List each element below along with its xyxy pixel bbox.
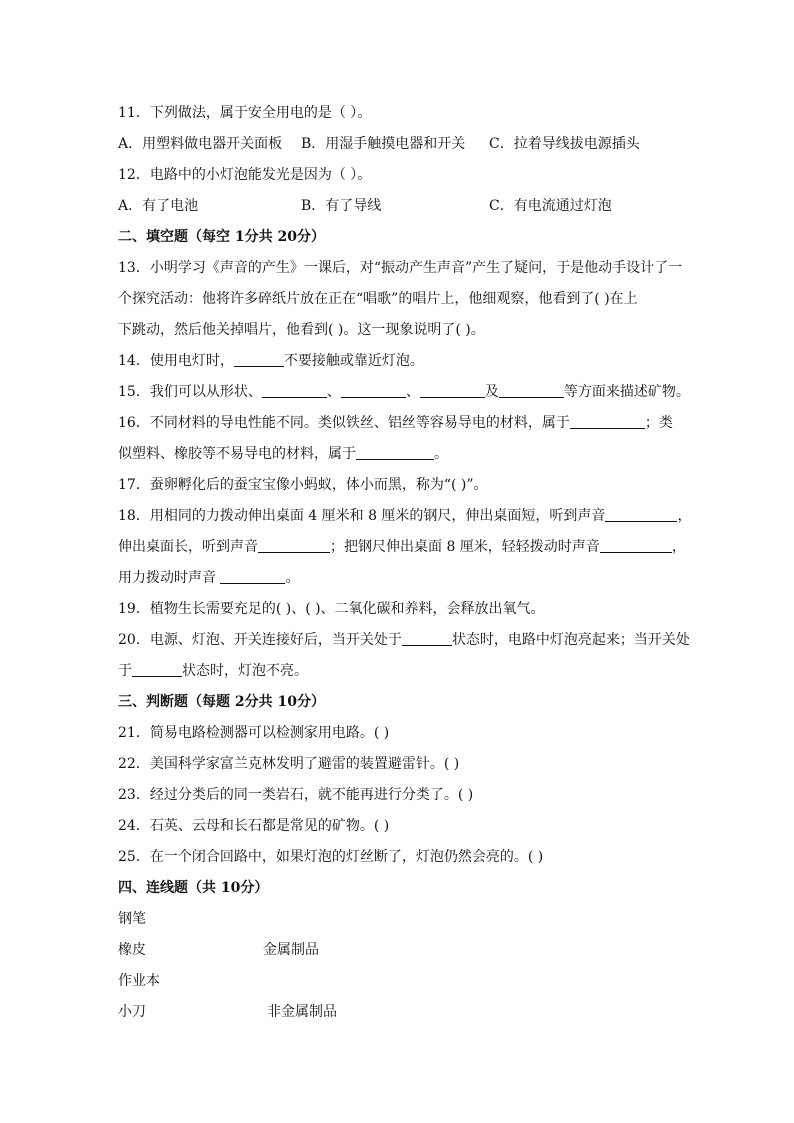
answer-blank[interactable] bbox=[420, 383, 485, 398]
answer-blank[interactable] bbox=[356, 445, 434, 460]
matching-row-1 bbox=[118, 904, 688, 935]
matching-row-4 bbox=[118, 997, 688, 1028]
match-right-item[interactable]: 金属制品 bbox=[263, 942, 319, 958]
separator: 、 bbox=[326, 384, 341, 400]
question-16-text: 16．不同材料的导电性能不同。类似铁丝、铝丝等容易导电的材料，属于 bbox=[118, 415, 570, 431]
match-left-item[interactable]: 小刀 bbox=[118, 1004, 146, 1020]
question-12 bbox=[118, 160, 688, 191]
question-15-text: 15．我们可以从形状、 bbox=[118, 384, 262, 400]
match-left-item[interactable]: 作业本 bbox=[118, 973, 160, 989]
option-c: C．有电流通过灯泡 bbox=[489, 198, 612, 214]
section-fill-blank-title: 二、填空题（每空 1分共 20分） bbox=[118, 229, 325, 245]
question-22: 22．美国科学家富兰克林发明了避雷的装置避雷针。( ) bbox=[118, 756, 460, 772]
question-21: 21．简易电路检测器可以检测家用电路。( ) bbox=[118, 725, 390, 741]
answer-blank[interactable] bbox=[570, 414, 645, 429]
option-b: B．有了导线 bbox=[301, 198, 382, 214]
answer-blank[interactable] bbox=[220, 569, 285, 584]
answer-blank[interactable] bbox=[600, 538, 672, 553]
question-15 bbox=[118, 377, 688, 408]
question-12-options bbox=[118, 191, 688, 222]
question-11-options bbox=[118, 129, 688, 160]
answer-blank[interactable] bbox=[341, 383, 406, 398]
question-16-line-1 bbox=[118, 408, 688, 439]
separator: 、 bbox=[405, 384, 420, 400]
question-19: 19．植物生长需要充足的( )、( )、二氧化碳和养料，会释放出氧气。 bbox=[118, 601, 545, 617]
option-a: A．有了电池 bbox=[118, 198, 199, 214]
question-16-text: 似塑料、橡胶等不易导电的材料，属于 bbox=[118, 446, 356, 462]
question-20-line-2 bbox=[118, 656, 688, 687]
question-18-text-end: ， bbox=[671, 539, 686, 555]
question-13-line-3: 下跳动，然后他关掉唱片，他看到( )。这一现象说明了( )。 bbox=[118, 322, 485, 338]
section-true-false-title: 三、判断题（每题 2分共 10分） bbox=[118, 694, 325, 710]
match-left-item[interactable]: 钢笔 bbox=[118, 911, 146, 927]
answer-blank[interactable] bbox=[234, 352, 284, 367]
exam-page bbox=[118, 98, 692, 1028]
question-17: 17．蚕卵孵化后的蚕宝宝像小蚂蚁，体小而黑，称为“( )”。 bbox=[118, 477, 488, 493]
question-18-line-3 bbox=[118, 563, 688, 594]
question-13-line-2: 个探究活动：他将许多碎纸片放在正在“唱歌”的唱片上，他细观察，他看到了( )在上 bbox=[118, 291, 638, 307]
question-16-text-end: ；类 bbox=[644, 415, 673, 431]
question-11-stem: 11．下列做法，属于安全用电的是（ ）。 bbox=[118, 105, 372, 121]
question-12-stem: 12．电路中的小灯泡能发光是因为（ ）。 bbox=[118, 167, 372, 183]
match-right-item[interactable]: 非金属制品 bbox=[267, 1004, 337, 1020]
question-18-line-1 bbox=[118, 501, 692, 532]
question-18-text: 用力拨动时声音 bbox=[118, 570, 221, 586]
matching-row-2 bbox=[118, 935, 688, 966]
question-14-text: 14．使用电灯时， bbox=[118, 353, 234, 369]
match-left-item[interactable]: 橡皮 bbox=[118, 942, 146, 958]
section-matching-title: 四、连线题（共 10分） bbox=[118, 880, 269, 896]
answer-blank[interactable] bbox=[499, 383, 564, 398]
answer-blank[interactable] bbox=[262, 383, 327, 398]
answer-blank[interactable] bbox=[402, 631, 452, 646]
question-16-text-end: 。 bbox=[434, 446, 448, 462]
question-14-text-end: 不要接触或靠近灯泡。 bbox=[283, 353, 424, 369]
option-c: C．拉着导线拔电源插头 bbox=[489, 136, 640, 152]
question-18-text: 18．用相同的力拨动伸出桌面 4 厘米和 8 厘米的钢尺，伸出桌面短，听到声音 bbox=[118, 508, 606, 524]
matching-row-3 bbox=[118, 966, 688, 997]
question-20-text: 于 bbox=[118, 663, 132, 679]
question-20-text-end: 状态时，电路中灯泡亮起来；当开关处 bbox=[451, 632, 690, 648]
question-16-line-2 bbox=[118, 439, 688, 470]
question-11 bbox=[118, 98, 688, 129]
question-18-line-2 bbox=[118, 532, 688, 563]
question-14 bbox=[118, 346, 688, 377]
question-18-text-end: 。 bbox=[285, 570, 300, 586]
separator: 及 bbox=[484, 384, 499, 400]
question-13-line-1: 13．小明学习《声音的产生》一课后，对“振动产生声音”产生了疑问，于是他动手设计了一 bbox=[118, 260, 683, 276]
answer-blank[interactable] bbox=[258, 538, 330, 553]
answer-blank[interactable] bbox=[605, 507, 677, 522]
question-20-line-1 bbox=[118, 625, 688, 656]
question-20-text: 20．电源、灯泡、开关连接好后，当开关处于 bbox=[118, 632, 402, 648]
question-18-text: 伸出桌面长，听到声音 bbox=[118, 539, 258, 555]
question-18-text-end: ， bbox=[677, 508, 692, 524]
question-15-text-end: 等方面来描述矿物。 bbox=[563, 384, 690, 400]
question-18-text: ；把钢尺伸出桌面 8 厘米，轻轻拨动时声音 bbox=[330, 539, 600, 555]
question-20-text-end: 状态时，灯泡不亮。 bbox=[182, 663, 308, 679]
question-25: 25．在一个闭合回路中，如果灯泡的灯丝断了，灯泡仍然会亮的。( ) bbox=[118, 849, 544, 865]
question-24: 24．石英、云母和长石都是常见的矿物。( ) bbox=[118, 818, 390, 834]
option-a: A．用塑料做电器开关面板 bbox=[118, 136, 283, 152]
answer-blank[interactable] bbox=[132, 662, 182, 677]
question-23: 23．经过分类后的同一类岩石，就不能再进行分类了。( ) bbox=[118, 787, 474, 803]
option-b: B．用湿手触摸电器和开关 bbox=[301, 136, 466, 152]
